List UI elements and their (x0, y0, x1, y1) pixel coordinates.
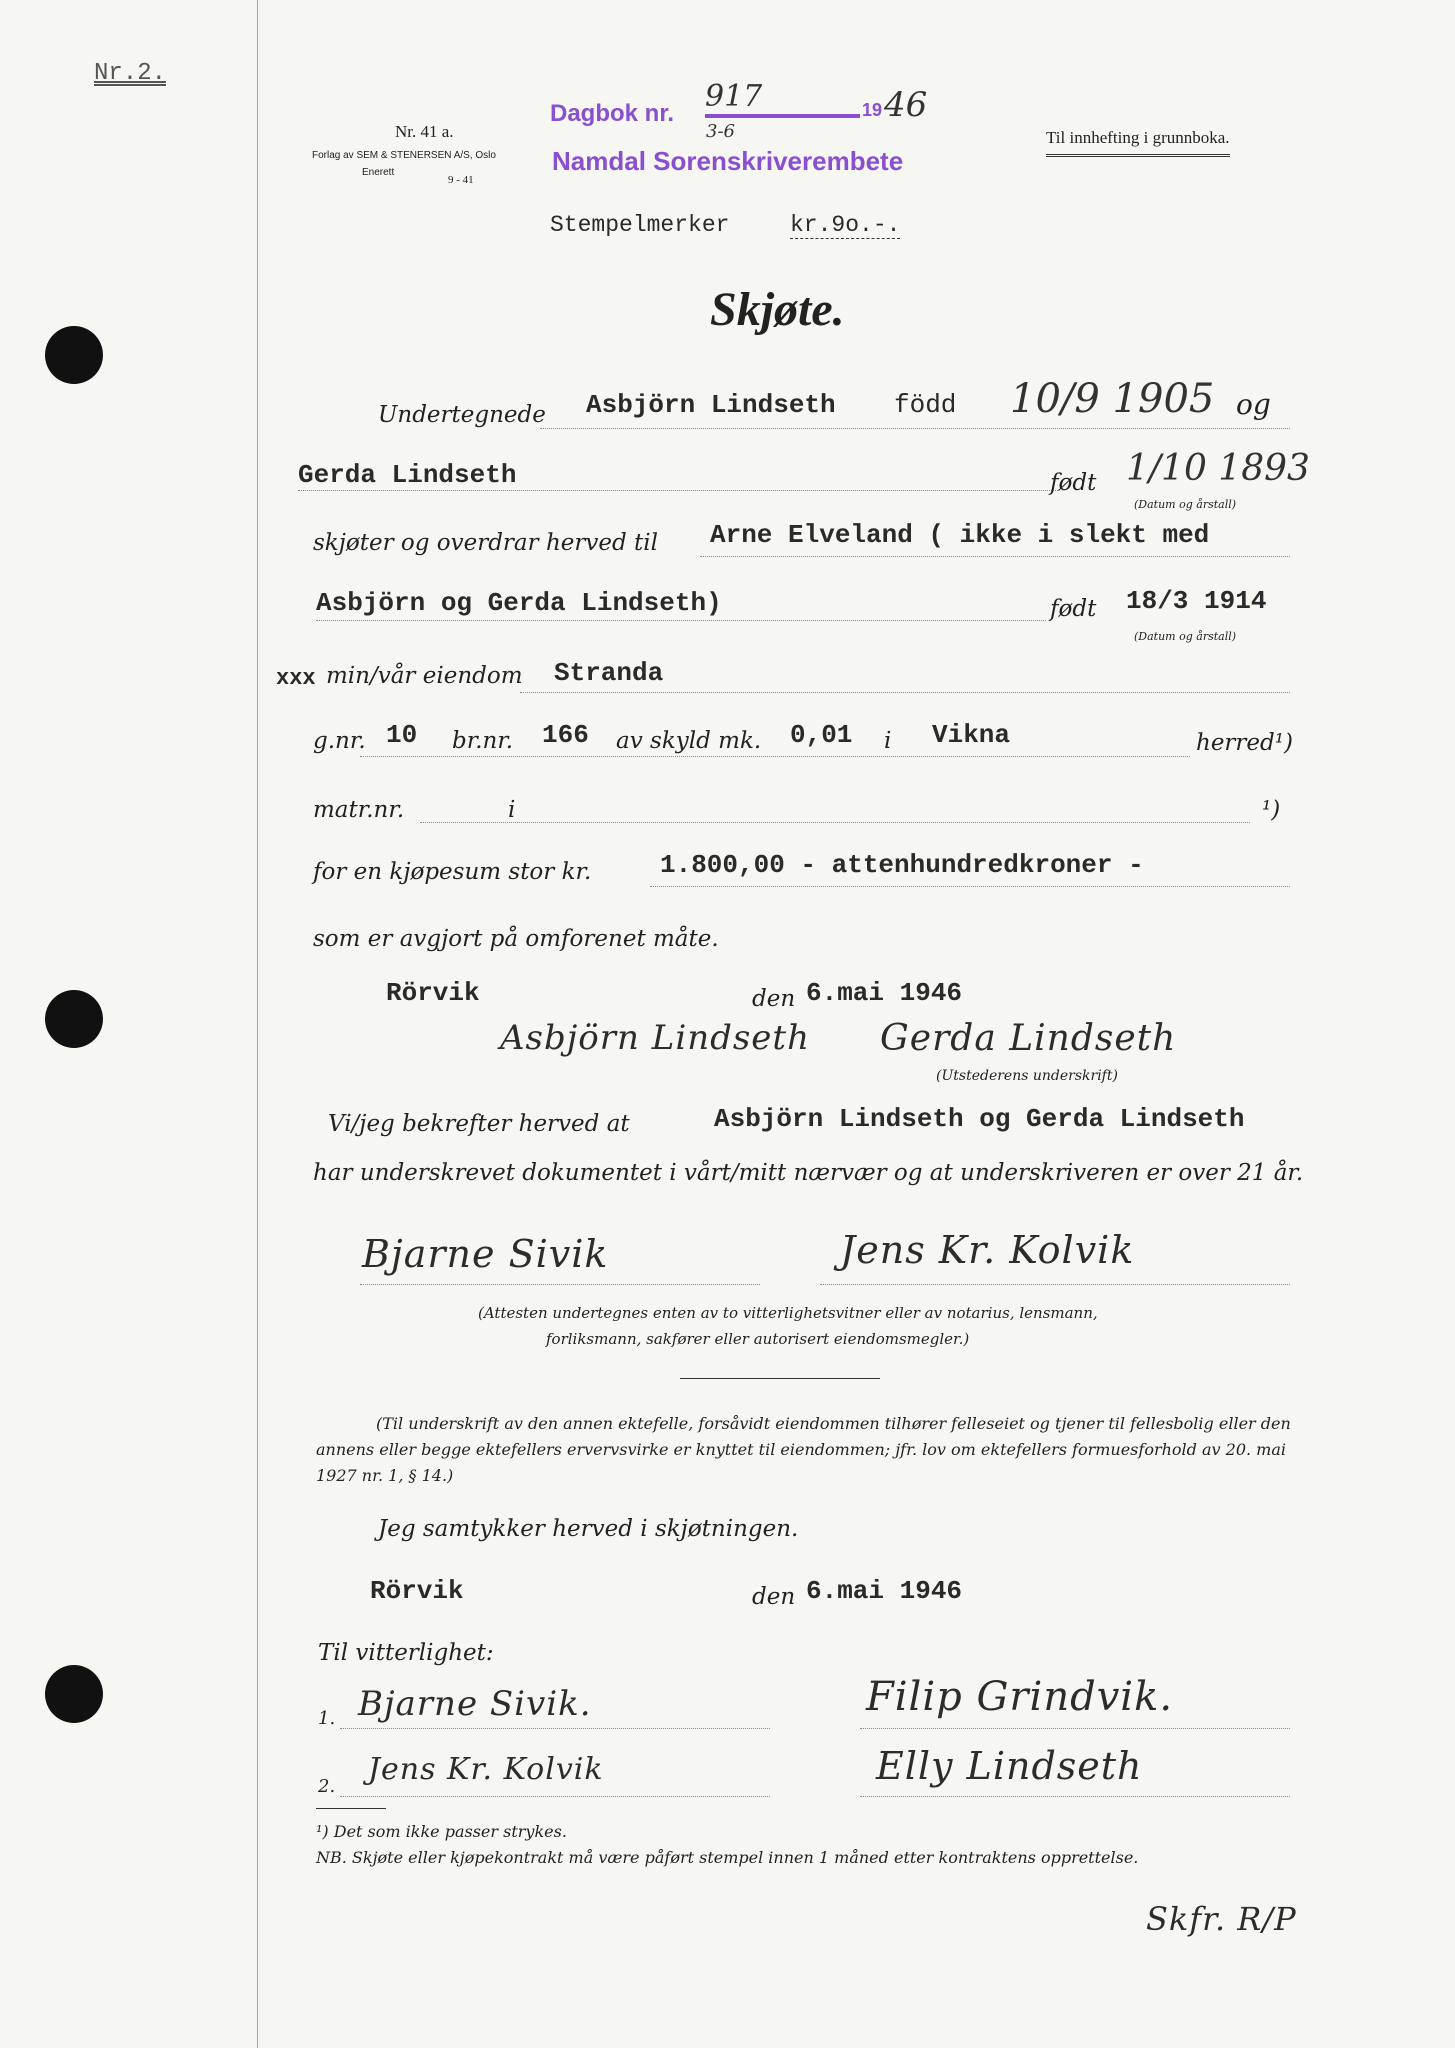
office-stamp: Namdal Sorenskriverembete (552, 146, 904, 176)
issuer-signature-label: (Utstederens underskrift) (936, 1068, 1118, 1084)
date-hint: (Datum og årstall) (1134, 498, 1237, 511)
brnr-value: 166 (542, 720, 589, 750)
buyer-born-label: født (1050, 596, 1097, 622)
property-name: Stranda (554, 658, 664, 688)
date: 6.mai 1946 (806, 978, 963, 1008)
attest-note-line1: (Attesten undertegnes enten av to vitterlighetsvitner eller av notarius, lensmann, (478, 1304, 1098, 1322)
issuer-signature-1: Asbjörn Lindseth (500, 1018, 810, 1058)
spouse-note-line1: (Til underskrift av den annen ektefelle, forsåvidt eiendommen tilhører felleseiet og tjener til fellesbolig eller den (376, 1414, 1291, 1433)
footnote-ref: ¹) (1262, 797, 1281, 823)
dagbok-stamp-label: Dagbok nr. (550, 100, 675, 127)
confirm-names: Asbjörn Lindseth og Gerda Lindseth (714, 1104, 1245, 1134)
witness-heading: Til vitterlighet: (318, 1640, 494, 1666)
spouse-note-line3: 1927 nr. 1, § 14.) (316, 1466, 454, 1485)
dagbok-year: 46 (884, 85, 928, 125)
property-label: min/vår eiendom (326, 663, 523, 689)
place: Rörvik (386, 978, 480, 1008)
attest-note-line2: forliksmann, sakfører eller autorisert eiendomsmegler.) (546, 1330, 970, 1348)
consent-text: Jeg samtykker herved i skjøtningen. (378, 1516, 799, 1542)
consenter-signature-2: Elly Lindseth (876, 1744, 1143, 1788)
witness-signature-1: Bjarne Sivik (362, 1232, 609, 1276)
buyer-name-line1: Arne Elveland ( ikke i slekt med (710, 520, 1210, 550)
seller2-name: Gerda Lindseth (298, 460, 517, 490)
buyer-born: 18/3 1914 (1126, 586, 1267, 616)
publisher-rights: Enerett (362, 167, 395, 178)
nb-note: NB. Skjøte eller kjøpekontrakt må være påført stempel innen 1 måned etter kontraktens opprettelse. (316, 1848, 1139, 1867)
confirm-text: har underskrevet dokumentet i vårt/mitt nærvær og at underskriveren er over 21 år. (313, 1160, 1304, 1186)
seller1-born-label: född (894, 390, 957, 420)
consent-witness-signature-2: Jens Kr. Kolvik (368, 1752, 604, 1787)
consenter-signature: Filip Grindvik. (866, 1674, 1174, 1720)
document-title: Skjøte. (710, 283, 845, 336)
settled-text: som er avgjort på omforenet måte. (313, 926, 719, 952)
seller1-name: Asbjörn Lindseth (586, 390, 836, 420)
seller1-born: 10/9 1905 (1010, 376, 1215, 422)
den-label: den (752, 986, 796, 1012)
og-label: og (1236, 388, 1271, 421)
undersigned-label: Undertegnede (378, 402, 546, 428)
confirm-label: Vi/jeg bekrefter herved at (328, 1111, 630, 1137)
i-label: i (884, 728, 892, 754)
margin-line (257, 0, 258, 2048)
publisher: Forlag av SEM & STENERSEN A/S, Oslo (312, 150, 496, 161)
witness-1-number: 1. (318, 1708, 336, 1729)
municipality: Vikna (932, 720, 1011, 750)
binding-note: Til innhefting i grunnboka. (1046, 128, 1230, 157)
witness-2-number: 2. (318, 1776, 336, 1797)
seller2-born-label: født (1050, 470, 1097, 496)
gnr-label: g.nr. (313, 728, 366, 754)
buyer-name-line2: Asbjörn og Gerda Lindseth) (316, 588, 722, 618)
punch-hole (45, 1665, 103, 1723)
price-label: for en kjøpesum stor kr. (313, 859, 592, 885)
consent-den-label: den (752, 1584, 796, 1610)
publisher-date: 9 - 41 (448, 174, 474, 186)
consent-date: 6.mai 1946 (806, 1576, 963, 1606)
dagbok-number: 917 (705, 80, 860, 118)
stamp-duty-label: Stempelmerker (550, 212, 730, 238)
punch-hole (45, 326, 103, 384)
dagbok-date: 3-6 (706, 121, 735, 142)
page-number: Nr.2. (94, 60, 167, 87)
clerk-initials: Skfr. R/P (1146, 1900, 1297, 1938)
spouse-note-line2: annens eller begge ektefellers ervervsvirke er knyttet til eiendommen; jfr. lov om ektefellers formuesforhold av 20. mai (316, 1440, 1286, 1459)
matr-i-label: i (508, 797, 516, 823)
punch-hole (45, 990, 103, 1048)
gnr-value: 10 (386, 720, 418, 750)
consent-place: Rörvik (370, 1576, 464, 1606)
herred-label: herred¹) (1196, 730, 1293, 756)
issuer-signature-2: Gerda Lindseth (880, 1018, 1177, 1059)
dagbok-year-prefix: 19 (862, 100, 883, 120)
footnote: ¹) Det som ikke passer strykes. (316, 1822, 567, 1841)
matr-label: matr.nr. (313, 797, 405, 823)
form-number: Nr. 41 a. (395, 122, 454, 141)
transfer-label: skjøter og overdrar herved til (313, 530, 658, 556)
stamp-duty-value: kr.9o.-. (790, 212, 901, 238)
price-value: 1.800,00 - attenhundredkroner - (660, 850, 1144, 880)
divider (680, 1378, 880, 1379)
skyld-label: av skyld mk. (616, 728, 762, 754)
footnote-divider (316, 1808, 386, 1809)
consent-witness-signature-1: Bjarne Sivik. (358, 1684, 592, 1724)
brnr-label: br.nr. (452, 728, 514, 754)
skyld-value: 0,01 (790, 720, 853, 750)
witness-signature-2: Jens Kr. Kolvik (840, 1228, 1135, 1272)
date-hint: (Datum og årstall) (1134, 630, 1237, 643)
seller2-born: 1/10 1893 (1126, 448, 1310, 489)
struck-prefix: xxx (276, 666, 316, 691)
